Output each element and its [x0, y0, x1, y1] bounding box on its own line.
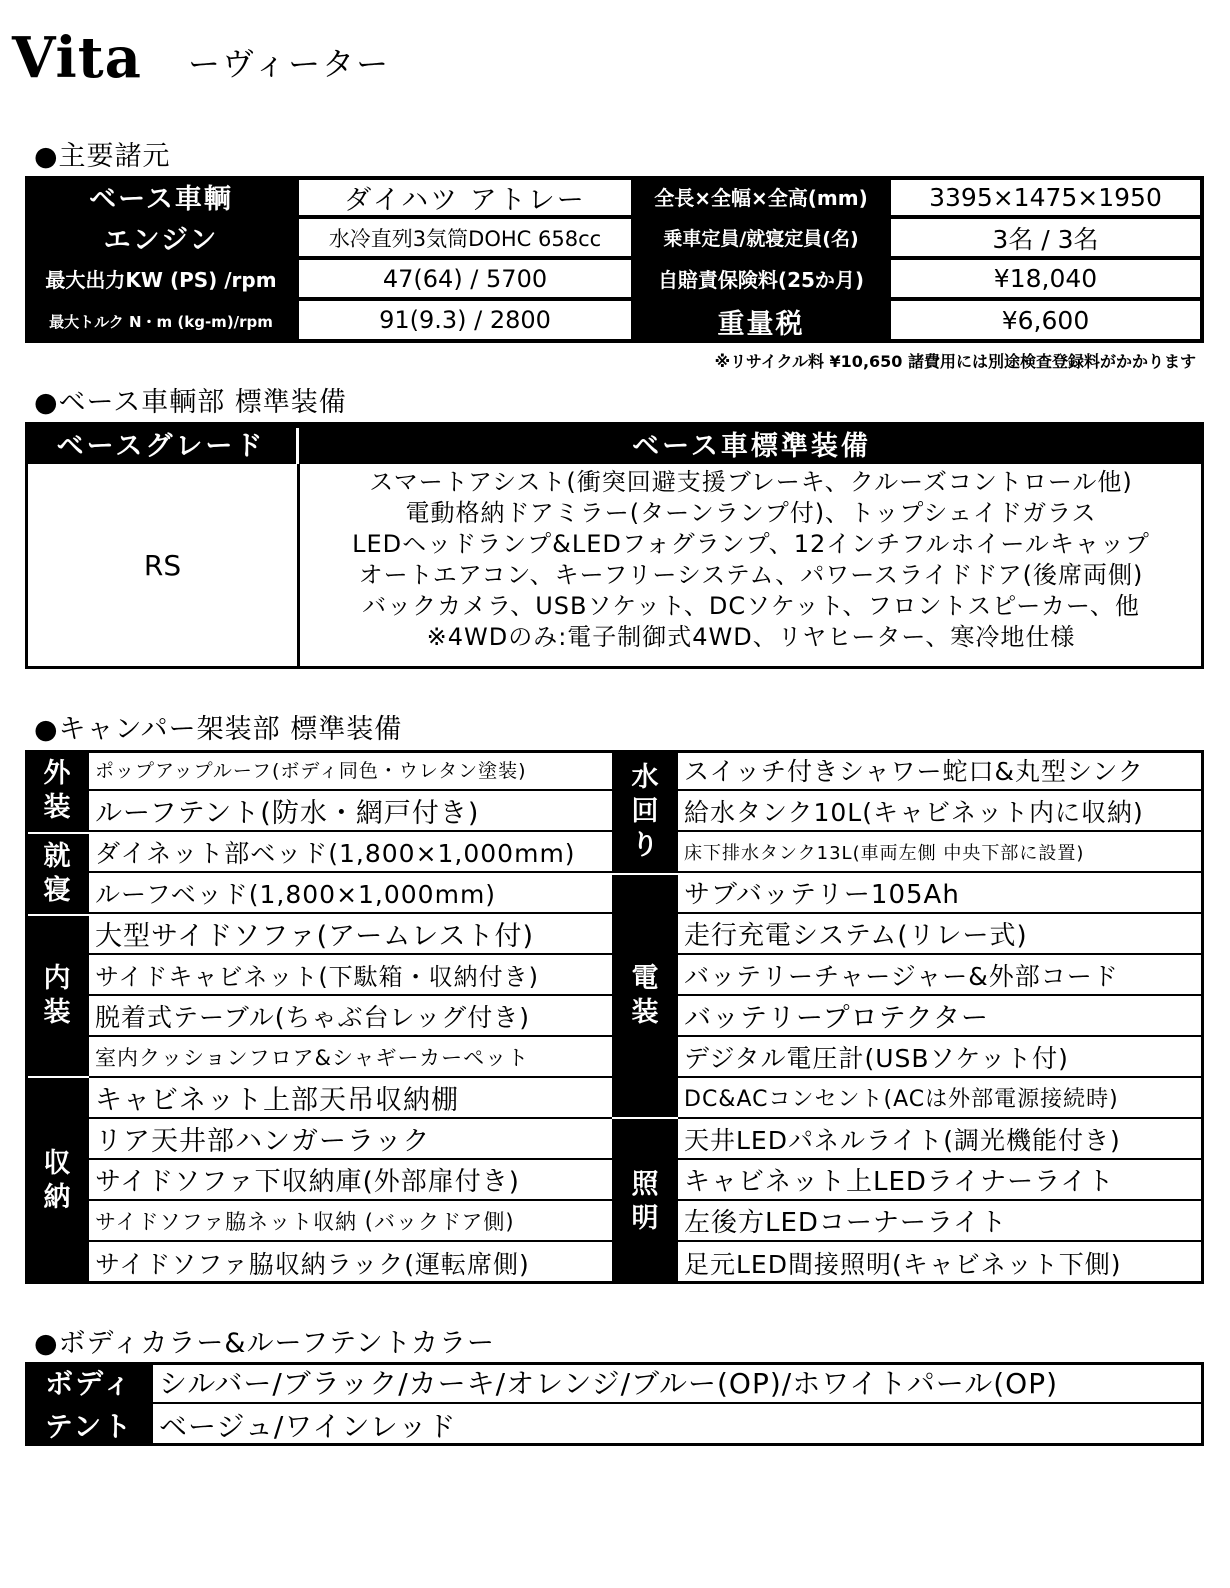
base-grade-value: RS — [143, 548, 182, 582]
base-equipment-header — [25, 422, 1204, 464]
base-grade-header: ベースグレード — [56, 430, 266, 462]
spec-value: 91(9.3) / 2800 — [297, 299, 633, 341]
camper-item: バッテリープロテクター — [678, 996, 1201, 1037]
camper-item: ダイネット部ベッド(1,800×1,000mm) — [89, 832, 612, 873]
spec-label: ベース車輌 — [25, 176, 297, 217]
camper-item: 床下排水タンク13L(車両左側 中央下部に設置) — [678, 832, 1201, 873]
spec-label: 重量税 — [633, 299, 889, 343]
category-sleeping: 就寝 — [25, 834, 89, 914]
camper-item: 足元LED間接照明(キャビネット下側) — [684, 1249, 1122, 1279]
camper-item: 天井LEDパネルライト(調光機能付き) — [678, 1119, 1201, 1160]
specs-table — [25, 176, 1204, 343]
camper-item: 走行充電システム(リレー式) — [678, 914, 1201, 955]
category-storage: 収納 — [25, 1078, 89, 1284]
tent-color-value: ベージュ/ワインレッド — [159, 1410, 457, 1443]
camper-item: DC&ACコンセント(ACは外部電源接続時) — [678, 1078, 1201, 1119]
camper-item: サブバッテリー105Ah — [678, 873, 1201, 914]
base-equipment-line: スマートアシスト(衝突回避支援ブレーキ、クルーズコントロール他) — [369, 468, 1133, 496]
camper-item: 大型サイドソファ(アームレスト付) — [89, 914, 612, 955]
spec-value: ¥6,600 — [889, 299, 1202, 341]
base-equipment-list — [298, 467, 1204, 653]
colors-section-title: ●ボディカラー&ルーフテントカラー — [34, 1328, 495, 1359]
camper-item: サイドソファ下収納庫(外部扉付き) — [89, 1160, 612, 1201]
camper-item: ルーフベッド(1,800×1,000mm) — [89, 873, 612, 914]
spec-label: 最大トルク N・m (kg-m)/rpm — [25, 299, 297, 343]
spec-value: ¥18,040 — [889, 258, 1202, 299]
camper-item: サイドソファ脇収納ラック(運転席側) — [95, 1249, 530, 1279]
base-equipment-line: バックカメラ、USBソケット、DCソケット、フロントスピーカー、他 — [362, 592, 1140, 620]
spec-value: 水冷直列3気筒DOHC 658cc — [297, 217, 633, 258]
base-equipment-line: 電動格納ドアミラー(ターンランプ付)、トップシェイドガラス — [405, 499, 1097, 527]
body-color-row — [25, 1362, 1204, 1404]
page-subtitle: ーヴィーター — [188, 45, 391, 83]
tent-color-label: テント — [25, 1404, 153, 1446]
spec-label: エンジン — [25, 217, 297, 258]
page-title: Vita — [12, 25, 142, 91]
spec-label: 乗車定員/就寝定員(名) — [633, 217, 889, 258]
spec-label: 最大出力KW (PS) /rpm — [25, 258, 297, 299]
spec-value: 3名 / 3名 — [889, 217, 1202, 258]
camper-item: キャビネット上部天吊収納棚 — [89, 1078, 612, 1119]
specs-note: ※リサイクル料 ¥10,650 諸費用には別途検査登録料がかかります — [714, 352, 1196, 371]
camper-item: サイドキャビネット(下駄箱・収納付き) — [89, 955, 612, 996]
category-exterior: 外装 — [25, 750, 89, 832]
camper-item: ポップアップルーフ(ボディ同色・ウレタン塗装) — [89, 750, 612, 791]
camper-item: バッテリーチャージャー&外部コード — [678, 955, 1201, 996]
base-equipment-section-title: ●ベース車輌部 標準装備 — [34, 387, 347, 418]
base-equipment-line: ※4WDのみ:電子制御式4WD、リヤヒーター、寒冷地仕様 — [426, 623, 1076, 651]
camper-item: 脱着式テーブル(ちゃぶ台レッグ付き) — [89, 996, 612, 1037]
category-interior: 内装 — [25, 916, 89, 1076]
category-electric: 電装 — [612, 875, 678, 1117]
specs-section-title: ●主要諸元 — [34, 141, 171, 172]
tent-color-row — [25, 1404, 1204, 1446]
camper-item: 給水タンク10L(キャビネット内に収納) — [678, 791, 1201, 832]
spec-value: 47(64) / 5700 — [297, 258, 633, 299]
camper-item: ルーフテント(防水・網戸付き) — [89, 791, 612, 832]
category-water: 水回り — [612, 750, 678, 873]
spec-label: 自賠責保険料(25か月) — [633, 258, 889, 299]
base-standard-header: ベース車標準装備 — [632, 430, 871, 462]
camper-item: キャビネット上LEDライナーライト — [678, 1160, 1201, 1201]
body-color-label: ボディ — [25, 1362, 153, 1402]
spec-label: 全長×全幅×全高(mm) — [633, 176, 889, 217]
camper-item: 室内クッションフロア&シャギーカーペット — [89, 1037, 612, 1078]
camper-item: 左後方LEDコーナーライト — [678, 1201, 1201, 1242]
camper-equipment-section-title: ●キャンパー架装部 標準装備 — [34, 714, 403, 745]
camper-item: サイドソファ脇ネット収納 (バックドア側) — [89, 1201, 612, 1242]
camper-item: スイッチ付きシャワー蛇口&丸型シンク — [678, 750, 1201, 791]
camper-item: リア天井部ハンガーラック — [89, 1119, 612, 1160]
spec-value: 3395×1475×1950 — [889, 178, 1202, 217]
base-equipment-line: LEDヘッドランプ&LEDフォグランプ、12インチフルホイールキャップ — [352, 530, 1150, 558]
camper-item: デジタル電圧計(USBソケット付) — [678, 1037, 1201, 1078]
base-equipment-line: オートエアコン、キーフリーシステム、パワースライドドア(後席両側) — [358, 561, 1144, 589]
body-color-value: シルバー/ブラック/カーキ/オレンジ/ブルー(OP)/ホワイトパール(OP) — [159, 1367, 1059, 1400]
spec-value: ダイハツ アトレー — [297, 178, 633, 217]
category-lighting: 照明 — [612, 1119, 678, 1284]
